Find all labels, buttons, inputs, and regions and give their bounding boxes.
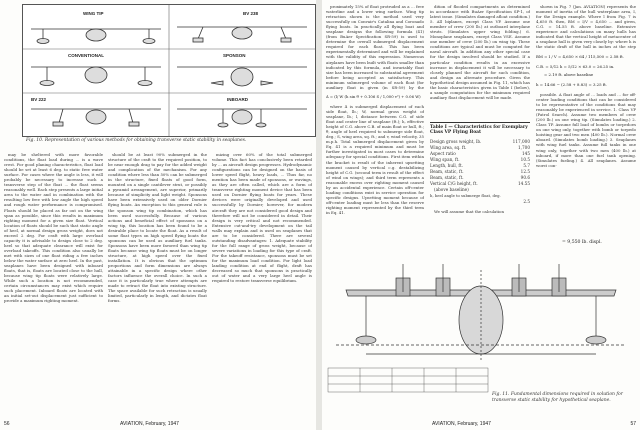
left-column-2-text: should be at least 90% submerged in the structure of the craft to the required position, to be near enough drag to pay for the added weight and complication of the mechanism. For any condition where less than 50% can be submerged in the structure, fixed floats of good form, mounted on a single cantilever strut, or possibly a pyramid arrangement, are superior, primarily because of simplicity and light weight. Sponsons have been extensively used on older Dornier flying boats. An exception to this general rule is the sponson wing tip combination, which has been used successfully. Because of various actions and beneficial effect of sponsons on a wing tip, this location has been found to be a desirable place to locate the float. As a result of some float types on high speed flying boats the sponsons can be used as auxiliary fuel tanks. Sponsons have been more favored than wing tip floats because wing tip floats must be on longer structure, at high speed over the fixed installation. It is obvious that the optimum proportions and form dimensions are always attainable in a specific design where other factors influence the overall choice. In such a case it is particularly true where attempts are made to retract the float into existing structure. The space available for such retraction is usually limited, particularly in length, and dictates float forms. — [108, 152, 207, 304]
inboard-drawing — [177, 109, 307, 127]
table-cell: 14.55 — [518, 181, 530, 186]
figure-label-inboard: INBOARD — [227, 97, 248, 102]
right-column-1-text: proximately 15% of float protruded as a ... free waterline and a lower wing surface. Wing tip retraction shown is the method used very successfully on Convair's Catalina and Coronado flying boats. In practically all flying boat and seaplane designs the following formula (41) (from BuAer Specification SR-59) is used to determine the overall submerged displacement required for each float. This has been experimentally determined and will be explained with the validity of this expression. Numerous airplanes have been built with floats smaller than indicated by this formula, and invariably float size has been increased to substantial agreement before being accepted as satisfactory. This minimum submerged volume of each float (for auxiliary float in given (in SR-59) by the — [326, 4, 424, 90]
sponson-drawing — [177, 67, 307, 86]
figure-label-wing-tip: WING TIP — [83, 11, 104, 16]
bv238-drawing — [177, 27, 307, 42]
figure-10 — [22, 4, 316, 137]
table-row: Wing area, sq. ft. — [430, 145, 467, 150]
left-column-1 — [4, 152, 103, 420]
right-page-publication: AVIATION, February, 1947 — [432, 421, 491, 427]
table-row: Vertical C/G height, ft. — [430, 181, 478, 186]
figure-label-sponson: SPONSON — [223, 53, 246, 58]
left-page-number: 56 — [4, 421, 10, 427]
table-row: h, heel angle to submerge float, deg. — [430, 193, 501, 198]
equation-bm: BM = I / V = 4,650 × 64 / 115,500 = 2.58 ft. — [536, 54, 625, 59]
left-column-2 — [108, 152, 207, 420]
figure-11-drawing — [326, 250, 636, 400]
table-1 — [430, 122, 530, 245]
right-page-number: 57 — [630, 421, 636, 427]
figure-11 — [326, 250, 636, 400]
table-row: Design gross weight, lb. — [430, 139, 482, 144]
table-row: Aspect ratio — [430, 151, 456, 156]
figure-10-caption: Fig. 10. Representation of various methods for obtaining transverse static stability in seaplanes. — [26, 138, 247, 143]
figure-10-drawing — [23, 5, 315, 136]
right-column-1b-text: where ∆ is submerged displacement of each side float, lb.; W, normal gross weight of seaplane, lb.; l, distance between C.G. of side float and center line of seaplane (ft.); h, effective height of C.G. above C.B. of main float or hull, ft.; θ, angle of heel required to submerge side float, deg.; S, wing area, sq. ft.; and v, wind velocity, 35 m.p.h. Total submerged displacement given by Eq. 41 is a required minimum and must be further investigated in most cases to determine adequacy for special conditions. First item within the bracket is result of the inherent upsetting moment caused by vertical c.g. destabilizing height of C.G. (second term is result of the effect of wind on wings); and third term represents a reasonable excess over righting moment caused by an accidental experience. Certain off-center loading conditions exist in service operation for specific designs. Upsetting moment because of off-center loading must be less than the reserve righting moment represented by the third term in Eq. 41. — [326, 104, 424, 215]
table-cell: 117,000 — [512, 139, 530, 144]
table-row: Wing span, ft. — [430, 157, 460, 162]
left-column-3 — [212, 152, 312, 420]
table-1-title: Table I — Characteristics for Exemplary Class VP Flying Boat — [430, 125, 528, 136]
table-1-closing — [430, 209, 530, 229]
table-row: Length, hull, ft. — [430, 163, 463, 168]
figure-11-table — [328, 368, 488, 392]
figure-label-bv222: BV 222 — [31, 97, 47, 102]
equation-cb2: = 2.19 ft. above baseline — [544, 72, 594, 77]
table-row: (above baseline) — [434, 187, 469, 192]
right-column-3 — [536, 4, 636, 50]
left-page-publication: AVIATION, February, 1947 — [120, 421, 179, 427]
equation-cb: C.B. = 5/12 h = 5/12 × 63.0 = 26.25 in. — [536, 64, 615, 69]
left-column-3-text: mizing over 60% of the total submerged volume. This fact has conclusively been retarded by ... as aircraft design progresses. Hydrodynamic configurations can be designed on the basis of lower speed flight, heavy loads, ... Thus far, no mention has been made of sponsons, or wavings, as they are often called, which are a form of transverse righting moment device that has been used on Dornier flying boats for years. These devices were originally developed and used successfully by Dornier; however, for modern aircraft they are not considered good design and therefore will not be considered in detail. Their design is very critical and not recommended. Extensive cut-and-try development on the tail walls may explain and is used on seaplanes that are to be considered. There are several outstanding disadvantages: 1. Adequate stability for the full range of gross weight, because of severe variations in loading for this type of craft. For the takeoff resistance, sponsons must be set for the maximum load condition. For light load landing condition at end of flight, draft has decreased so much that sponsons is practically out of water and a very large heel angle is required to restore transverse equilibrium. — [212, 152, 312, 284]
right-column-3b-text: possible. A float angle of ... loads and ... for off-center loading conditions that can be considered to be representative of the conditions that may reasonably be experienced in service. 1. Class VP (Patrol Search). Assume two members of crew (200 lb.) on one wing tip. (Simulates loading.) 2. Class TP. Assume full load of bombs or torpedoes on one wing only, together with bomb or torpedo hoisting gear and two men (400 lb.). Normal crew aboard. (Simulates bomb loading.) 3. Seaplanes with wing fuel tanks. Assume full tanks in one wing only, together with two men (400 lb.) at inboard, if more than one fuel tank opening. (Simulates fueling.) 4. All seaplanes. Assume worst con- — [536, 92, 636, 168]
right-column-3b — [536, 92, 636, 246]
right-column-1 — [326, 4, 424, 90]
table-cell: 145 — [522, 151, 530, 156]
right-column-3-text: shown in Fig. 7 (Jan. AVIATION) represents the moment of inertia of the hull waterplane area, I, for the Design example. Where l from Fig. 7 is 4,650 ft. then, BM = I/V = 4,650 ... and given, C.G. = 14.55 ft. above baseline. Extensive experience and calculations on many hulls has indicated that the vertical height of metacenter of a seaplane hull is given very closely by: where h is the static draft of the hull in inches at the step — [536, 4, 636, 50]
table-row: Beam, static, ft. — [430, 175, 464, 180]
table-cell: 5.7 — [523, 163, 530, 168]
bv222-drawing — [31, 109, 161, 126]
equation-41: ∆ = (l/ W (h sin θ + 0.106 S / 1,000 v²) + 0.06 W) — [326, 94, 421, 99]
conventional-drawing — [31, 67, 161, 86]
right-column-2-text: dition of flooded compartments as determined in accordance with BuAer Specification SP-1, of latest issue. (Simulates damaged afloat condition.) 5. All biplanes, except Class VP. Assume one member of crew (200 lb.) at outboard interplane struts. (Simulates upper wing folding.) 6. Monoplane seaplanes, except Class VSE. Assume one member of crew (200 lb.) on wing tip. These conditions are typical and must be computed for naval aircraft. In addition any other special case for the design involved should be studied. If a particular condition results in an excessive increase in displacement it will be necessary to closely planned the aircraft for such condition, and design an alternate procedure. Given the hypothetical design assumed in Fig. 11, which has the basic characteristics given in Table I (below), a sample computation for the minimum required auxiliary float displacement will be made. — [430, 4, 530, 100]
equation-h: h = 14.66 − (2.58 + 8.83) = 3.25 ft. — [536, 82, 608, 87]
wing-tip-float-drawing — [31, 29, 161, 44]
right-column-1b — [326, 104, 424, 246]
right-column-2 — [430, 4, 530, 118]
right-page — [322, 0, 640, 430]
equation-result: = 9,550 lb. displ. — [562, 240, 602, 245]
table-cell: 10.5 — [520, 157, 530, 162]
figure-11-caption: Fig. 11. Fundamental dimensions required in solution for transverse static stability for hypothetical seaplane. — [492, 392, 623, 403]
table-1-closing-text: We will assume that the calculation — [434, 209, 505, 214]
table-cell: 90.6 — [520, 175, 530, 180]
left-page — [0, 0, 316, 430]
figure-label-bv238: BV 238 — [243, 11, 259, 16]
table-cell: 12.5 — [520, 169, 530, 174]
table-row: Beam, static, ft. — [430, 169, 464, 174]
left-column-1-text: may be sheltered with more favorable conditions, the float load during ... is a wave crest. For good planing characteristics, float load should be set at least 6 deg. to static free water surface. For cases where the angle is less, it will probably be necessary to increase such a transverse step of the float ... the float seems reasonably well. Each step presents a large initial area to the water and in combination with the resulting low free with low angle the high speed and rough water performance is compromised. Floats should be placed as far out on the wing span as possible, since this results in maximum righting moment for a given size float. Vertical location of floats should be such that static angle of heel, at normal design gross weight, does not exceed 2 deg. For craft with large overload capacity it is advisable to design close to 2 deg. heel so that adequate clearance will exist for overload takeoffs. This condition also usually be met with sizes of one float riding a few inches below the water surface at zero heel. In the past, seaplanes have been designed with inboard floats, that is, floats are located close to the hull, because wing tip floats were relatively large. While such a location is not recommended, certain circumstances may exist which require such placement. Inboard floats are located with an initial set-out displacement just sufficient to provide a maximum righting moment. — [4, 152, 103, 304]
table-cell: 1,700 — [518, 145, 530, 150]
table-cell: 2.5 — [523, 199, 530, 204]
figure-label-conventional: CONVENTIONAL — [68, 53, 104, 58]
